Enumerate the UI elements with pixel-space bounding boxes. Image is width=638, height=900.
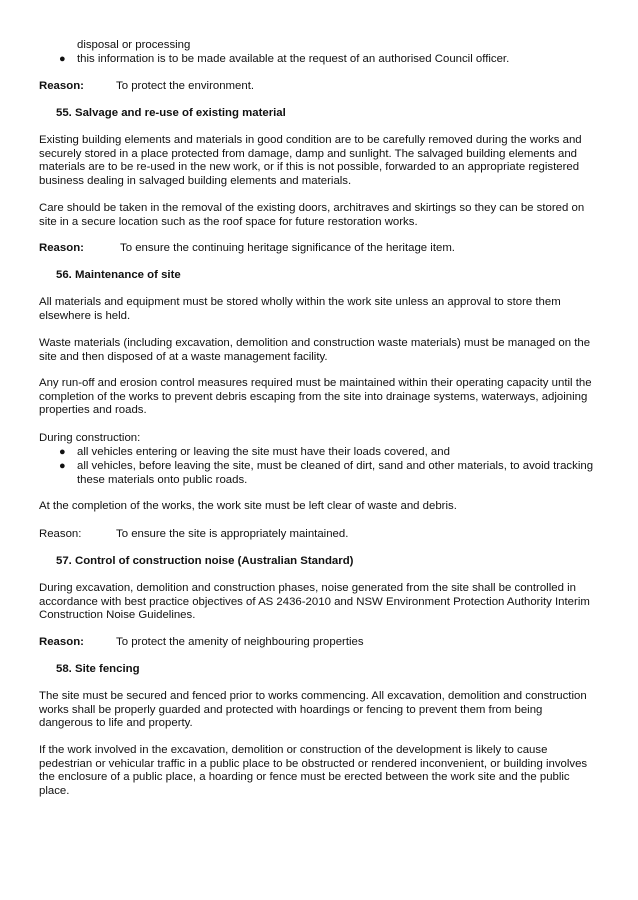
paragraph: Any run-off and erosion control measures required must be maintained within their operating capacity until the completion of the works to prevent debris escaping from the site into drainage systems, waterways, adjoining properties and roads.	[39, 377, 592, 417]
paragraph: Care should be taken in the removal of the existing doors, architraves and skirtings so they can be stored on site in a secure location such as the roof space for future restoration works.	[39, 202, 585, 228]
reason-text: To protect the environment.	[116, 80, 255, 92]
paragraph: Existing building elements and materials in good condition are to be carefully removed during the works and securely stored in a place protected from damage, damp and sunlight. The salvaged building elements and materials are to be re-used in the new work, or if this is not possible, forwarded to an appropriate registered business dealing in salvaged building elements and materials.	[39, 134, 582, 187]
reason-text: To ensure the continuing heritage significance of the heritage item.	[120, 242, 455, 254]
paragraph: All materials and equipment must be stored wholly within the work site unless an approval to store them elsewhere is held.	[39, 296, 561, 322]
paragraph: The site must be secured and fenced prior to works commencing. All excavation, demolition and construction works shall be properly guarded and protected with hoardings or fencing to prevent them from being dangerous to life and property.	[39, 690, 587, 730]
section-heading-56: 56. Maintenance of site	[56, 269, 181, 281]
continuation-line: disposal or processing	[77, 39, 191, 51]
reason-line	[39, 528, 599, 540]
bullet-text: all vehicles, before leaving the site, must be cleaned of dirt, sand and other materials, to avoid tracking these materials onto public roads.	[77, 460, 594, 486]
reason-line	[39, 80, 599, 92]
bullet-icon: ●	[59, 460, 66, 472]
section-heading-57: 57. Control of construction noise (Australian Standard)	[56, 555, 354, 567]
reason-text: To ensure the site is appropriately maintained.	[116, 528, 349, 540]
reason-line	[39, 636, 599, 648]
section-heading-55: 55. Salvage and re-use of existing material	[56, 107, 286, 119]
reason-text: To protect the amenity of neighbouring properties	[116, 636, 364, 648]
paragraph: During construction:	[39, 432, 141, 444]
bullet-text: this information is to be made available at the request of an authorised Council officer.	[77, 53, 510, 65]
section-heading-58: 58. Site fencing	[56, 663, 140, 675]
bullet-icon: ●	[59, 446, 66, 458]
reason-line	[39, 242, 599, 254]
reason-label: Reason:	[39, 636, 84, 648]
reason-label: Reason:	[39, 528, 82, 540]
reason-label: Reason:	[39, 80, 84, 92]
paragraph: At the completion of the works, the work site must be left clear of waste and debris.	[39, 500, 457, 512]
paragraph: If the work involved in the excavation, demolition or construction of the development is likely to cause pedestrian or vehicular traffic in a public place to be obstructed or rendered inconvenient, or building involves the enclosure of a public place, a hoarding or fence must be erected between the work site and the public place.	[39, 744, 588, 797]
paragraph: Waste materials (including excavation, demolition and construction waste materials) must be managed on the site and then disposed of at a waste management facility.	[39, 337, 591, 363]
bullet-text: all vehicles entering or leaving the site must have their loads covered, and	[77, 446, 450, 458]
reason-label: Reason:	[39, 242, 84, 254]
paragraph: During excavation, demolition and construction phases, noise generated from the site shall be controlled in accordance with best practice objectives of AS 2436-2010 and NSW Environment Protection Authority Interim Construction Noise Guidelines.	[39, 582, 590, 622]
bullet-icon: ●	[59, 53, 66, 65]
